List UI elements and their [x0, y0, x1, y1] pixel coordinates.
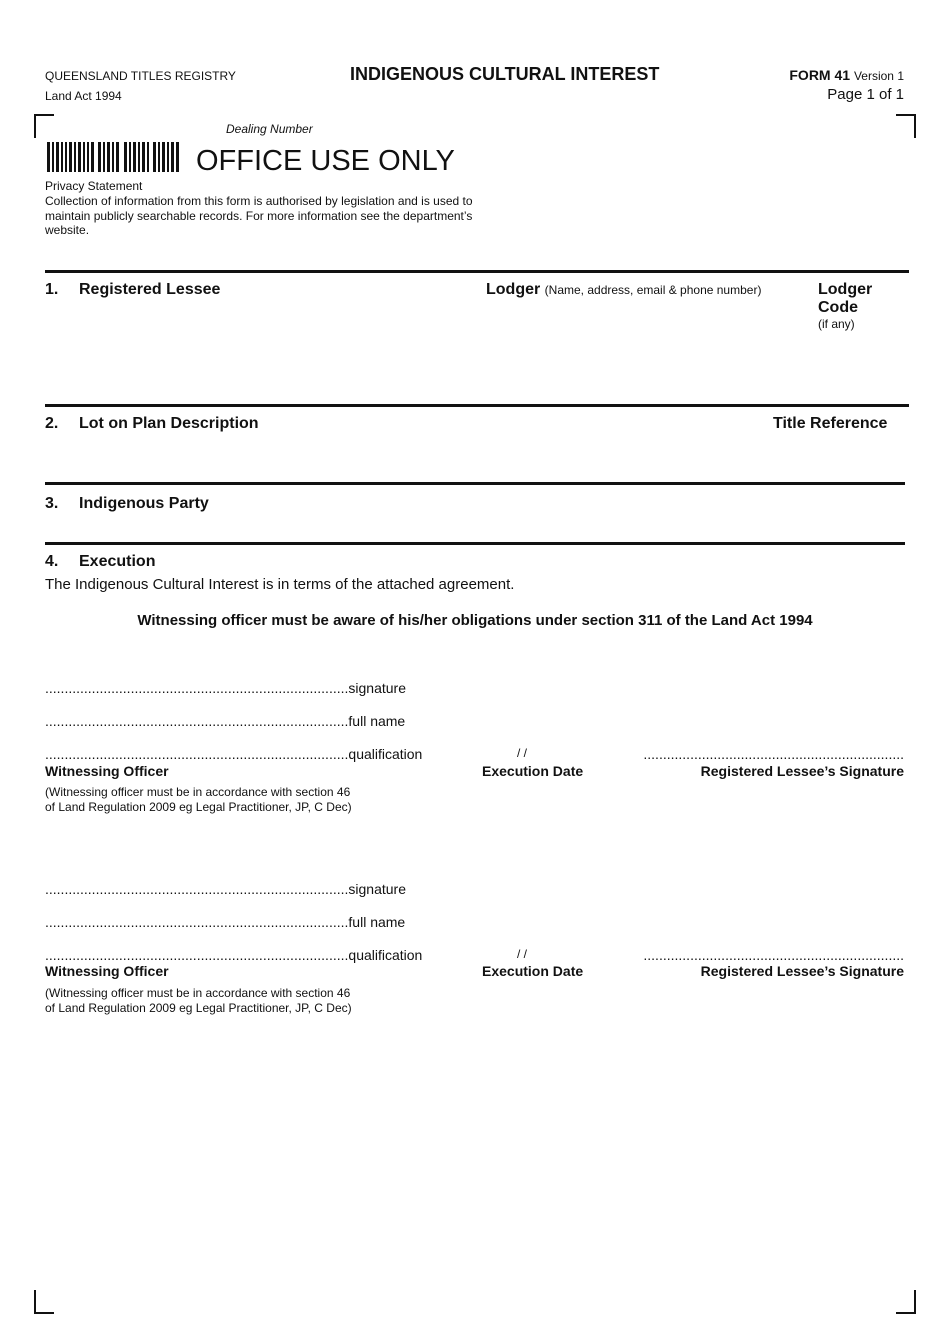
- section-2-title: Lot on Plan Description: [79, 415, 259, 432]
- section-3-divider: [45, 482, 905, 485]
- page-indicator: Page 1 of 1: [827, 86, 904, 103]
- lessee-signature-line[interactable]: ...................................................................: [643, 947, 904, 963]
- execution-date-field[interactable]: / /: [517, 746, 528, 760]
- witness-notice: Witnessing officer must be aware of his/her obligations under section 311 of the Land Act 1994: [137, 612, 813, 629]
- witness-note-line2: of Land Regulation 2009 eg Legal Practitioner, JP, C Dec): [45, 1001, 352, 1015]
- witnessing-officer-label: Witnessing Officer: [45, 763, 169, 779]
- office-use-only: OFFICE USE ONLY: [196, 145, 455, 177]
- qualification-label: qualification: [348, 746, 423, 762]
- form-id: [789, 67, 904, 83]
- section-3-title: Indigenous Party: [79, 495, 209, 512]
- full-name-label: full name: [348, 713, 406, 729]
- section-4-divider: [45, 542, 905, 545]
- execution-date-label: Execution Date: [482, 763, 584, 779]
- witness-full-name-line[interactable]: ..............................................................................full name: [45, 713, 406, 729]
- lessee-signature-label: Registered Lessee’s Signature: [700, 763, 904, 779]
- lodger-code-hint: (if any): [818, 317, 855, 331]
- witness-signature-line[interactable]: ..............................................................................signature: [45, 680, 406, 696]
- signature-label: signature: [348, 881, 406, 897]
- witness-full-name-line[interactable]: ..............................................................................full name: [45, 914, 406, 930]
- lodger-hint: (Name, address, email & phone number): [544, 283, 762, 297]
- form-number: FORM 41: [789, 67, 851, 83]
- witness-note-line1: (Witnessing officer must be in accordance with section 46: [45, 986, 351, 1000]
- section-3-number: 3.: [45, 495, 59, 512]
- execution-date-field[interactable]: / /: [517, 947, 528, 961]
- privacy-text: Collection of information from this form is authorised by legislation and is used to maintain publicly searchable records. For more information see the department’s website.: [45, 194, 473, 237]
- qualification-label: qualification: [348, 947, 423, 963]
- section-4-title: Execution: [79, 553, 156, 570]
- corner-mark-bottom-right: [896, 1290, 916, 1314]
- witness-note-line1: (Witnessing officer must be in accordance with section 46: [45, 785, 351, 799]
- lodger-code-label-line2: Code: [818, 299, 858, 316]
- full-name-label: full name: [348, 914, 406, 930]
- lodger-label: Lodger: [486, 281, 541, 298]
- section-2-divider: [45, 404, 909, 407]
- lodger-code-label-line1: Lodger: [818, 281, 873, 298]
- privacy-heading: Privacy Statement: [45, 179, 143, 193]
- title-reference-label: Title Reference: [773, 415, 888, 432]
- lessee-signature-line[interactable]: ...................................................................: [643, 746, 904, 762]
- barcode: [47, 142, 179, 172]
- form-version: Version 1: [853, 69, 904, 83]
- witnessing-officer-label: Witnessing Officer: [45, 963, 169, 979]
- act-name: Land Act 1994: [45, 89, 122, 103]
- section-1-title: Registered Lessee: [79, 281, 221, 298]
- witness-qualification-line[interactable]: ..............................................................................qualification: [45, 947, 423, 963]
- witness-note-line2: of Land Regulation 2009 eg Legal Practitioner, JP, C Dec): [45, 800, 352, 814]
- execution-date-label: Execution Date: [482, 963, 584, 979]
- execution-statement: The Indigenous Cultural Interest is in terms of the attached agreement.: [45, 576, 515, 593]
- corner-mark-top-left: [34, 114, 54, 138]
- section-4-number: 4.: [45, 553, 59, 570]
- lessee-signature-label: Registered Lessee’s Signature: [700, 963, 904, 979]
- section-2-number: 2.: [45, 415, 59, 432]
- signature-label: signature: [348, 680, 406, 696]
- corner-mark-bottom-left: [34, 1290, 54, 1314]
- lodger-heading: [486, 281, 761, 299]
- section-1-number: 1.: [45, 281, 59, 298]
- witness-signature-line[interactable]: ..............................................................................signature: [45, 881, 406, 897]
- witness-qualification-line[interactable]: ..............................................................................qualification: [45, 746, 423, 762]
- section-1-divider: [45, 270, 909, 273]
- corner-mark-top-right: [896, 114, 916, 138]
- form-title: INDIGENOUS CULTURAL INTEREST: [350, 64, 660, 84]
- dealing-number-label: Dealing Number: [226, 122, 313, 136]
- registry-name: QUEENSLAND TITLES REGISTRY: [45, 69, 236, 83]
